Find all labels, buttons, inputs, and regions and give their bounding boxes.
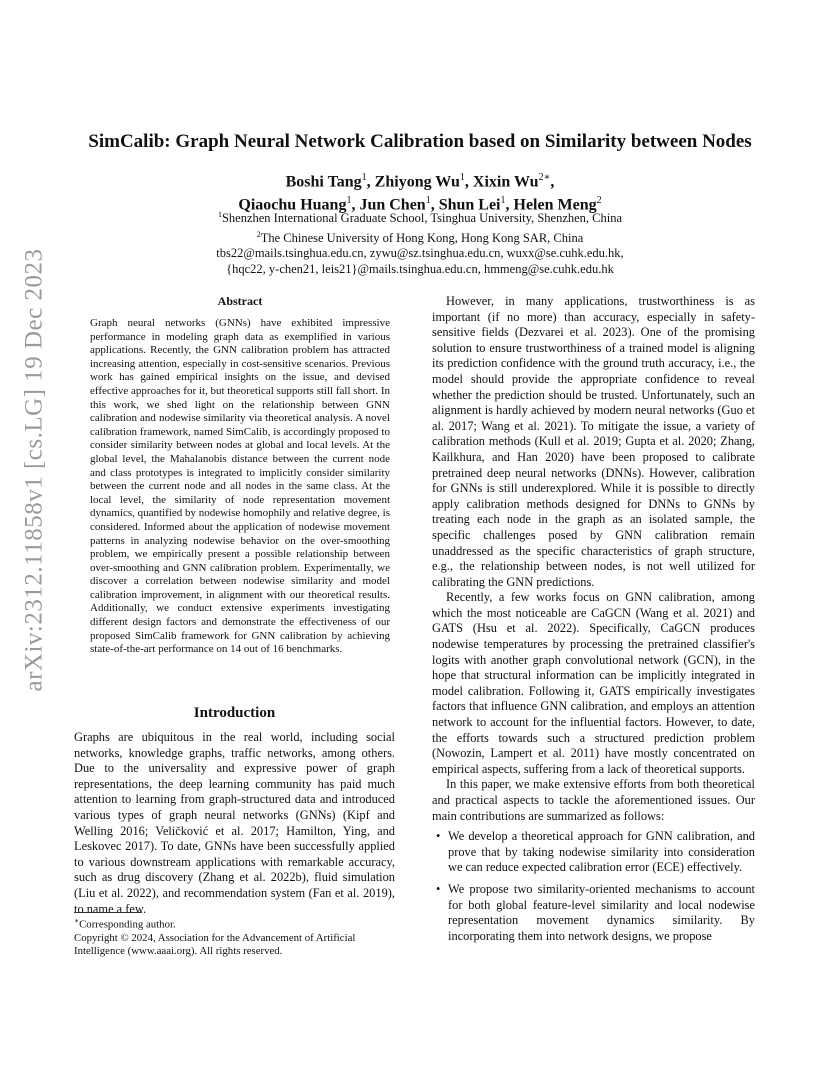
list-item-text: We propose two similarity-oriented mechanisms to account for both global feature-level similarity and local nodewise representation movement dynamics similarity. By incorporating them into network designs, we propose [448, 881, 755, 943]
affiliation-line [60, 227, 780, 247]
list-item-text: We develop a theoretical approach for GNN calibration, and prove that by taking nodewise similarity into consideration we can reduce expected calibration error (ECE) effectively. [448, 829, 755, 875]
introduction-paragraph: Graphs are ubiquitous in the real world, including social networks, knowledge graphs, traffic networks, among others. Due to the universality and expressive power of graph representations, the deep learning community has paid much attention to learning from graph-structured data and introduced various types of graph neural networks (GNNs) (Kipf and Welling 2016; Veličković et al. 2017; Hamilton, Ying, and Leskovec 2017). To date, GNNs have been successfully applied to various downstream applications with remarkable accuracy, such as drug discovery (Zhang et al. 2022b), fluid simulation (Liu et al. 2022), and recommendation system (Fan et al. 2019), to name a few. [74, 730, 395, 916]
author-affiliation-mark: 1 [425, 195, 431, 207]
arxiv-identifier-text: arXiv:2312.11858v1 [cs.LG] 19 Dec 2023 [20, 248, 47, 692]
author-line-1 [60, 168, 780, 191]
abstract-heading: Abstract [217, 294, 263, 308]
author-name: Shun Lei [438, 196, 501, 214]
abstract-text: Graph neural networks (GNNs) have exhibited impressive performance in modeling graph data as exemplified in various applications. Recently, the GNN calibration problem has attracted increasing attention, especially in cost-sensitive scenarios. Previous work has gained empirical insights on the issue, and devised effective approaches for it, but theoretical supports still fall short. In this work, we shed light on the relationship between GNN calibration and nodewise similarity via theoretical analysis. A novel calibration framework, named SimCalib, is accordingly proposed to consider similarity between nodes at global and local levels. At the global level, the Mahalanobis distance between the current node and class prototypes is integrated to implicitly consider similarity between the current node and all nodes in the same class. At the local level, the similarity of node representation movement dynamics, quantified by nodewise homophily and relative degree, is considered. Informed about the application of nodewise movement patterns in analyzing nodewise behavior on the over-smoothing problem, we empirically present a possible relationship between over-smoothing and GNN calibration problem. Experimentally, we discover a correlation between nodewise similarity and model calibration improvement, in alignment with our theoretical results. Additionally, we conduct extensive experiments investigating different design factors and demonstrate the effectiveness of our proposed SimCalib framework for GNN calibration by achieving state-of-the-art performance on 14 out of 16 benchmarks. [90, 317, 390, 656]
author-separator: , [550, 173, 555, 191]
author-affiliation-mark: 2∗ [538, 172, 551, 183]
author-name: Qiaochu Huang [238, 196, 347, 214]
author-affiliation-mark: 1 [500, 195, 506, 207]
email-line: {hqc22, y-chen21, leis21}@mails.tsinghua.edu.cn, hmmeng@se.cuhk.edu.hk [226, 261, 614, 276]
body-paragraph: However, in many applications, trustworthiness is as important (if no more) than accuracy, especially in safety-sensitive fields (Dezvarei et al. 2023). One of the promising solution to ensure trustworthiness of a trained model is aligning its prediction confidence with the ground truth accuracy, i.e., the model should provide the appropriate confidence to reveal whether the prediction should be trusted. Unfortunately, such an alignment is hardly achieved by modern neural networks (Guo et al. 2017; Wang et al. 2021). To mitigate the issue, a variety of calibration methods (Kull et al. 2019; Gupta et al. 2020; Zhang, Kailkhura, and Han 2020) have been proposed to calibrate pretrained deep neural networks (DNNs). However, calibration for GNNs is still underexplored. While it is possible to directly apply calibration methods designed for DNNs to GNNs by treating each node in the graph as an isolated sample, the specific challenges posed by GNN calibration remain unaddressed as the specific characteristics of graph structure, e.g., the relationship between nodes, is not well utilized for calibrating the GNN predictions. [432, 294, 755, 589]
abstract-section [90, 293, 390, 657]
bullet-icon: • [436, 829, 441, 844]
author-name: Helen Meng [513, 196, 597, 214]
introduction-heading: Introduction [193, 705, 276, 721]
affiliation-line [60, 207, 780, 227]
author-affiliation-mark: 2 [596, 195, 602, 207]
author-affiliation-mark: 1 [346, 195, 352, 207]
list-item [432, 882, 755, 944]
footnotes [74, 914, 395, 958]
author-separator: , [505, 196, 514, 214]
copyright-notice: Copyright © 2024, Association for the Advancement of Artificial Intelligence (www.aaai.org). All rights reserved. [74, 931, 356, 957]
affiliation-mark: 1 [217, 210, 222, 219]
email-line: tbs22@mails.tsinghua.edu.cn, zywu@sz.tsinghua.edu.cn, wuxx@se.cuhk.edu.hk, [216, 246, 624, 261]
affiliations [60, 207, 780, 277]
arxiv-identifier [14, 150, 54, 790]
footnote-mark: ∗ [74, 916, 80, 925]
right-column [432, 294, 755, 950]
list-item [432, 829, 755, 876]
affiliation-text: Shenzhen International Graduate School, Tsinghua University, Shenzhen, China [221, 211, 623, 226]
footnote-text: Corresponding author. [79, 918, 176, 931]
body-paragraph: In this paper, we make extensive efforts from both theoretical and practical aspects to tackle the aforementioned issues. Our main contributions are summarized as follows: [432, 777, 755, 823]
introduction-section [74, 704, 395, 917]
affiliation-text: The Chinese University of Hong Kong, Hong Kong SAR, China [260, 230, 584, 245]
body-paragraph: Recently, a few works focus on GNN calibration, among which the most noticeable are CaGCN (Wang et al. 2021) and GATS (Hsu et al. 2022). Specifically, CaGCN produces nodewise temperatures by processing the pretrained classifier's logits with another graph convolutional network (GCN), in the hope that structural information can be implicitly integrated in model calibration. Following it, GATS empirically investigates factors that influence GNN calibration, and employs an attention network to account for the influential factors. However, to date, the efforts towards such a structured prediction problem (Nowozin, Lampert et al. 2011) have mostly concentrated on empirical aspects, suffering from a lack of theoretical supports. [432, 590, 755, 776]
bullet-icon: • [436, 881, 441, 896]
corresponding-author-footnote [74, 914, 395, 932]
affiliation-mark: 2 [256, 229, 261, 239]
contributions-list [432, 829, 755, 944]
author-name: Xixin Wu [472, 173, 539, 191]
footnote-divider [74, 912, 142, 913]
author-separator: , [464, 173, 473, 191]
author-affiliation-mark: 1 [361, 172, 367, 183]
author-separator: , [430, 196, 439, 214]
author-separator: , [366, 173, 375, 191]
author-affiliation-mark: 1 [459, 172, 465, 183]
author-name: Jun Chen [359, 196, 426, 214]
author-separator: , [351, 196, 360, 214]
author-name: Zhiyong Wu [374, 173, 460, 191]
paper-title: SimCalib: Graph Neural Network Calibration based on Similarity between Nodes [88, 131, 752, 152]
author-name: Boshi Tang [285, 173, 362, 191]
